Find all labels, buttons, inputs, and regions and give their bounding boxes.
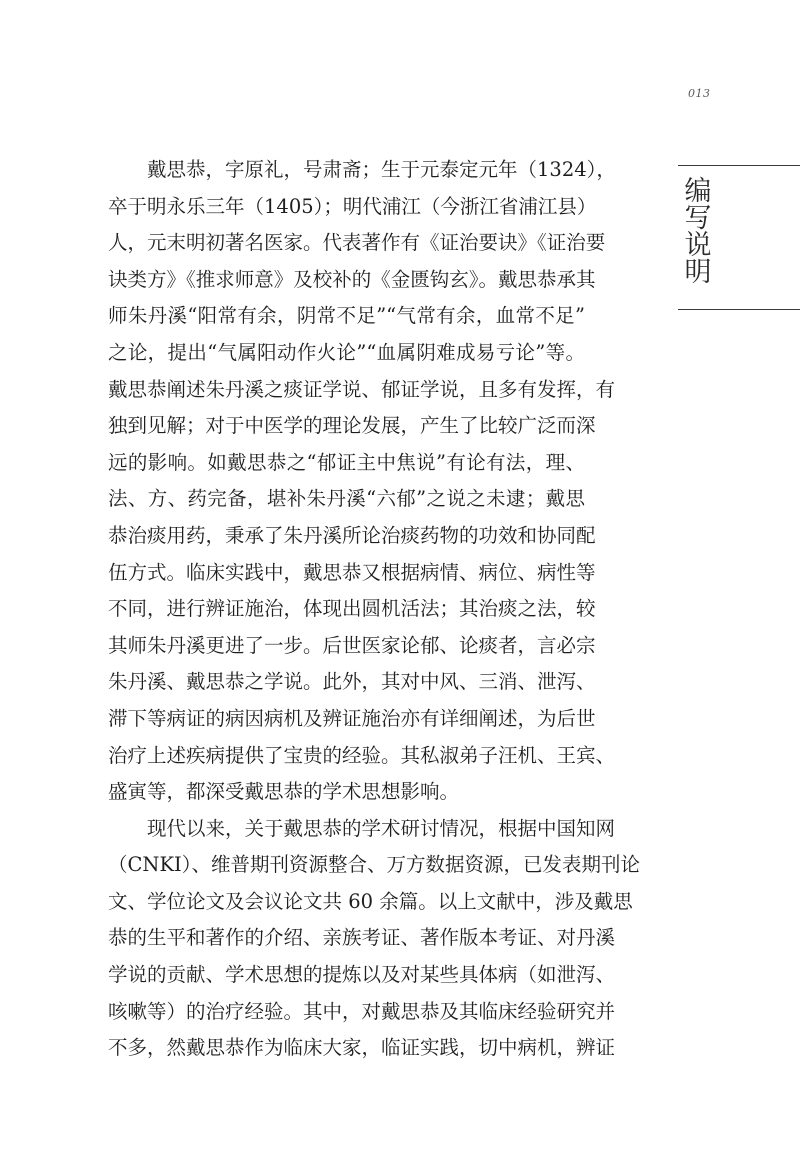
page-number: 013 xyxy=(688,87,711,100)
text-line: （CNKI）、维普期刊资源整合、万方数据资源，已发表期刊论 xyxy=(108,853,641,877)
text-line: 文、学位论文及会议论文共 60 余篇。以上文献中，涉及戴思 xyxy=(108,889,633,913)
section-title-char: 编 xyxy=(684,176,712,207)
text-line: 朱丹溪、戴思恭之学说。此外，其对中风、三消、泄泻、 xyxy=(108,670,596,694)
text-line: 伍方式。临床实践中，戴思恭又根据病情、病位、病性等 xyxy=(108,560,596,584)
text-line: 独到见解；对于中医学的理论发展，产生了比较广泛而深 xyxy=(108,414,596,438)
paragraph-1 xyxy=(108,152,616,811)
text-line: 戴思恭，字原礼，号肃斋；生于元泰定元年（1324）， xyxy=(147,158,616,181)
section-title xyxy=(683,178,713,286)
body-text xyxy=(108,152,641,1067)
text-line: 师朱丹溪“阳常有余，阴常不足”“气常有余，血常不足” xyxy=(108,304,585,328)
text-line: 不多，然戴思恭作为临床大家，临证实践，切中病机，辨证 xyxy=(108,1036,616,1060)
text-line: 学说的贡献、学术思想的提炼以及对某些具体病（如泄泻、 xyxy=(108,963,616,987)
text-line: 远的影响。如戴思恭之“郁证主中焦说”有论有法，理、 xyxy=(108,450,585,474)
text-line: 现代以来，关于戴思恭的学术研讨情况，根据中国知网 xyxy=(147,816,616,840)
text-line: 咳嗽等）的治疗经验。其中，对戴思恭及其临床经验研究并 xyxy=(108,999,616,1023)
text-line: 盛寅等，都深受戴思恭的学术思想影响。 xyxy=(108,780,460,804)
text-line: 卒于明永乐三年（1405）；明代浦江（今浙江省浦江县） xyxy=(108,194,597,218)
text-line: 之论，提出“气属阳动作火论”“血属阴难成易亏论”等。 xyxy=(108,340,585,364)
text-line: 其师朱丹溪更进了一步。后世医家论郁、论痰者，言必宗 xyxy=(108,633,596,657)
text-line: 戴思恭阐述朱丹溪之痰证学说、郁证学说，且多有发挥，有 xyxy=(108,377,616,401)
text-line: 法、方、药完备，堪补朱丹溪“六郁”之说之未逮；戴思 xyxy=(108,487,585,511)
text-line: 恭治痰用药，秉承了朱丹溪所论治痰药物的功效和协同配 xyxy=(108,523,596,547)
section-title-top-rule xyxy=(678,165,800,166)
section-title-char: 说 xyxy=(684,230,712,261)
text-line: 不同，进行辨证施治，体现出圆机活法；其治痰之法，较 xyxy=(108,597,596,621)
text-line: 滞下等病证的病因病机及辨证施治亦有详细阐述，为后世 xyxy=(108,706,596,730)
paragraph-2 xyxy=(108,811,641,1067)
text-line: 治疗上述疾病提供了宝贵的经验。其私淑弟子汪机、王宾、 xyxy=(108,743,616,767)
section-title-bottom-rule xyxy=(678,309,800,310)
text-line: 恭的生平和著作的介绍、亲族考证、著作版本考证、对丹溪 xyxy=(108,926,616,950)
section-title-char: 写 xyxy=(684,203,712,234)
text-line: 人，元末明初著名医家。代表著作有《证治要诀》《证治要 xyxy=(108,231,606,255)
section-title-char: 明 xyxy=(684,257,712,288)
text-line: 诀类方》《推求师意》及校补的《金匮钩玄》。戴思恭承其 xyxy=(108,267,596,291)
